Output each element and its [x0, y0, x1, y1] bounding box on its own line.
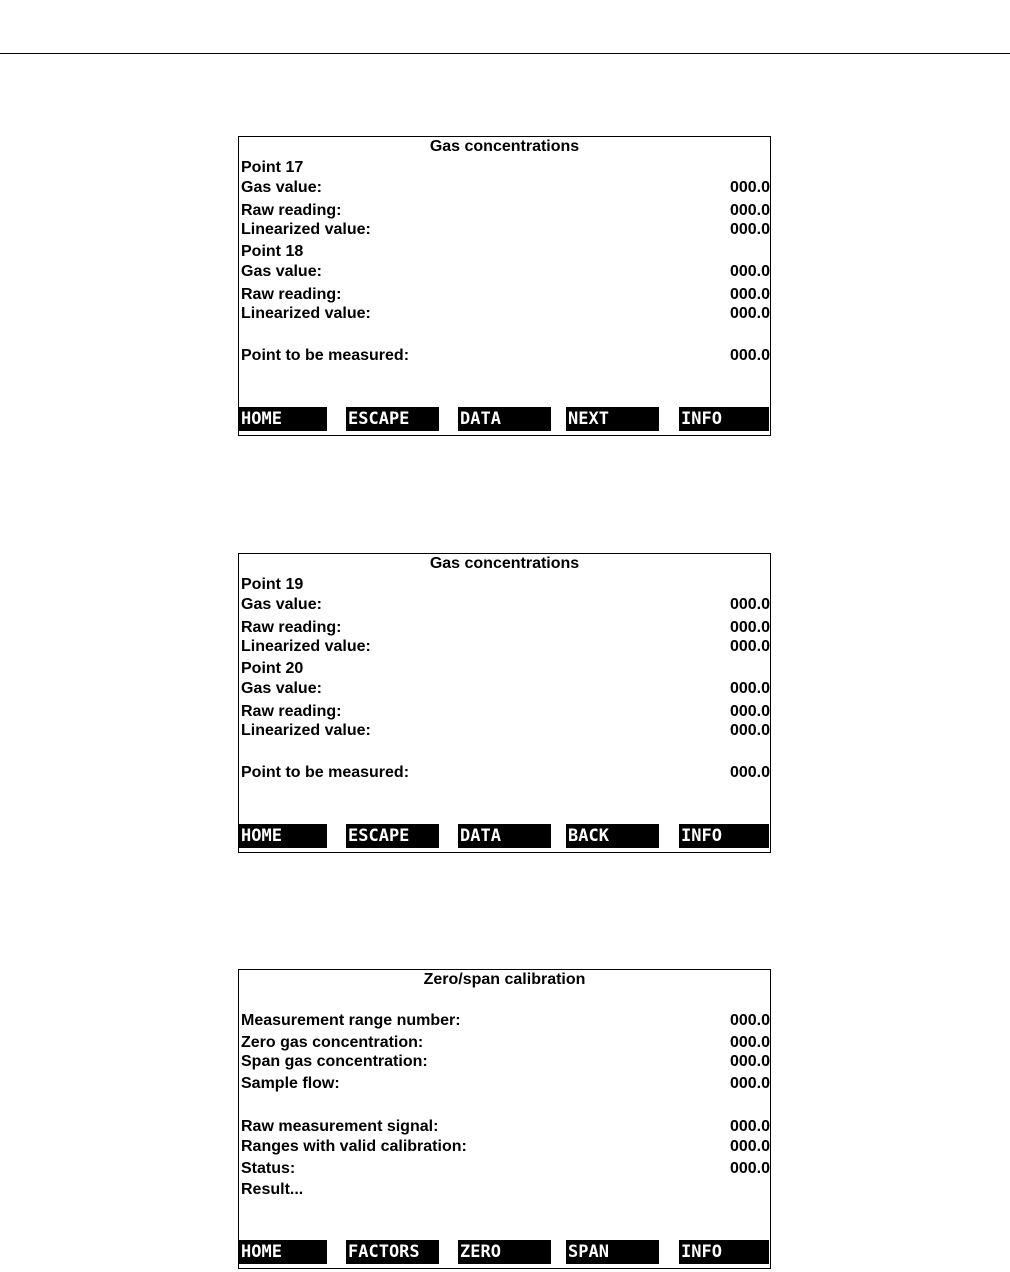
row-label: Point to be measured: [241, 347, 410, 364]
row-value: 000.0 [729, 596, 770, 613]
data-row [241, 1159, 770, 1179]
row-value: 000.0 [729, 722, 770, 739]
screen-title: Gas concentrations [429, 138, 580, 155]
data-row [241, 285, 770, 305]
row-label: Gas value: [241, 179, 322, 196]
row-label: Point 19 [241, 576, 304, 593]
zero-softkey[interactable]: ZERO [458, 1240, 551, 1264]
row-value: 000.0 [729, 305, 770, 322]
data-row [241, 1052, 770, 1072]
row-value: 000.0 [729, 286, 770, 303]
row-label: Raw reading: [241, 703, 342, 720]
data-row [241, 1011, 770, 1031]
row-value: 000.0 [729, 202, 770, 219]
row-value: 000.0 [729, 1138, 770, 1155]
softkey-bar [239, 1240, 770, 1264]
screen-title: Gas concentrations [429, 555, 580, 572]
lcd-screen-zero-span-calibration [238, 969, 771, 1269]
home-softkey[interactable]: HOME [239, 407, 327, 431]
data-row [241, 346, 770, 366]
row-value: 000.0 [729, 221, 770, 238]
data-row [241, 702, 770, 722]
row-label: Linearized value: [241, 722, 371, 739]
row-label: Raw measurement signal: [241, 1118, 439, 1135]
escape-softkey[interactable]: ESCAPE [346, 407, 439, 431]
row-label: Sample flow: [241, 1075, 340, 1092]
section-heading [241, 242, 770, 262]
row-label: Raw reading: [241, 202, 342, 219]
lcd-screen-gas-concentrations-17-18 [238, 136, 771, 436]
data-row [241, 178, 770, 198]
section-heading [241, 659, 770, 679]
row-value: 000.0 [729, 680, 770, 697]
data-row [241, 637, 770, 657]
row-label[interactable]: Result... [241, 1181, 304, 1198]
data-row [241, 1137, 770, 1157]
section-heading [241, 158, 770, 178]
data-row [241, 618, 770, 638]
row-value: 000.0 [729, 703, 770, 720]
data-row [241, 679, 770, 699]
row-label: Linearized value: [241, 305, 371, 322]
data-softkey[interactable]: DATA [458, 407, 551, 431]
row-value: 000.0 [729, 1118, 770, 1135]
info-softkey[interactable]: INFO [679, 407, 769, 431]
lcd-screen-gas-concentrations-19-20 [238, 553, 771, 853]
row-value: 000.0 [729, 619, 770, 636]
page-header-rule [0, 53, 1010, 54]
row-value: 000.0 [729, 1053, 770, 1070]
row-label: Status: [241, 1160, 296, 1177]
span-softkey[interactable]: SPAN [566, 1240, 659, 1264]
row-label: Point 17 [241, 159, 304, 176]
row-value: 000.0 [729, 1075, 770, 1092]
row-value: 000.0 [729, 263, 770, 280]
row-value: 000.0 [729, 764, 770, 781]
row-label: Point to be measured: [241, 764, 410, 781]
data-row [241, 763, 770, 783]
row-value: 000.0 [729, 1012, 770, 1029]
home-softkey[interactable]: HOME [239, 1240, 327, 1264]
row-label: Point 20 [241, 660, 304, 677]
row-label: Span gas concentration: [241, 1053, 428, 1070]
row-label: Linearized value: [241, 221, 371, 238]
row-label: Linearized value: [241, 638, 371, 655]
row-value: 000.0 [729, 638, 770, 655]
row-value: 000.0 [729, 1160, 770, 1177]
data-row [241, 595, 770, 615]
next-softkey[interactable]: NEXT [566, 407, 659, 431]
data-row [241, 1074, 770, 1094]
row-label: Raw reading: [241, 286, 342, 303]
row-label: Gas value: [241, 596, 322, 613]
section-heading [241, 575, 770, 595]
row-label: Zero gas concentration: [241, 1034, 424, 1051]
row-label: Ranges with valid calibration: [241, 1138, 467, 1155]
home-softkey[interactable]: HOME [239, 824, 327, 848]
factors-softkey[interactable]: FACTORS [346, 1240, 439, 1264]
row-value: 000.0 [729, 347, 770, 364]
row-label: Point 18 [241, 243, 304, 260]
screen-title: Zero/span calibration [423, 971, 586, 988]
info-softkey[interactable]: INFO [679, 1240, 769, 1264]
row-value: 000.0 [729, 1034, 770, 1051]
data-row [241, 220, 770, 240]
info-softkey[interactable]: INFO [679, 824, 769, 848]
softkey-bar [239, 407, 770, 431]
back-softkey[interactable]: BACK [566, 824, 659, 848]
data-row [241, 721, 770, 741]
data-row [241, 304, 770, 324]
row-label: Raw reading: [241, 619, 342, 636]
data-row [241, 1033, 770, 1053]
data-row [241, 201, 770, 221]
row-value: 000.0 [729, 179, 770, 196]
softkey-bar [239, 824, 770, 848]
result-row[interactable] [241, 1180, 770, 1200]
data-row [241, 1117, 770, 1137]
data-row [241, 262, 770, 282]
row-label: Measurement range number: [241, 1012, 461, 1029]
row-label: Gas value: [241, 263, 322, 280]
row-label: Gas value: [241, 680, 322, 697]
data-softkey[interactable]: DATA [458, 824, 551, 848]
escape-softkey[interactable]: ESCAPE [346, 824, 439, 848]
